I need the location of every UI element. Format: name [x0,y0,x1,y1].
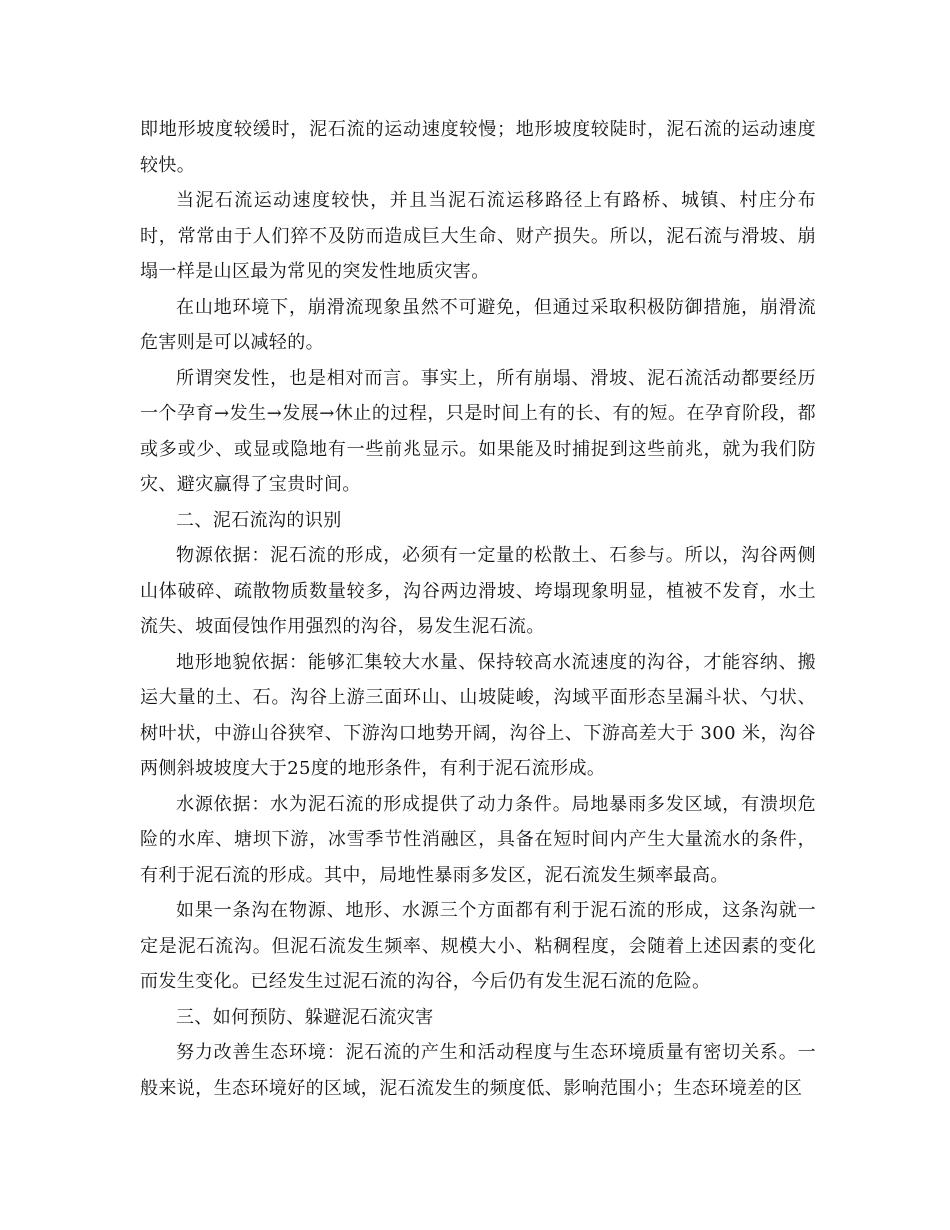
paragraph-continued: 即地形坡度较缓时，泥石流的运动速度较慢；地形坡度较陡时，泥石流的运动速度较快。 [140,119,816,176]
paragraph: 物源依据：泥石流的形成，必须有一定量的松散土、石参与。所以，沟谷两侧山体破碎、疏散物质数量较多，沟谷两边滑坡、垮塌现象明显，植被不发育，水土流失、坡面侵蚀作用强烈的沟谷，易发生泥石流。 [140,545,816,637]
paragraph: 努力改善生态环境：泥石流的产生和活动程度与生态环境质量有密切关系。一般来说，生态环境好的区域，泥石流发生的频度低、影响范围小；生态环境差的区 [140,1042,816,1099]
document-page [140,112,816,1106]
paragraph: 如果一条沟在物源、地形、水源三个方面都有利于泥石流的形成，这条沟就一定是泥石流沟。但泥石流发生频率、规模大小、粘稠程度，会随着上述因素的变化而发生变化。已经发生过泥石流的沟谷，今后仍有发生泥石流的危险。 [140,900,816,992]
section-heading: 三、如何预防、躲避泥石流灾害 [176,1006,434,1028]
paragraph: 水源依据：水为泥石流的形成提供了动力条件。局地暴雨多发区域，有溃坝危险的水库、塘坝下游，冰雪季节性消融区，具备在短时间内产生大量流水的条件，有利于泥石流的形成。其中，局地性暴雨多发区，泥石流发生频率最高。 [140,793,816,886]
section-heading: 二、泥石流沟的识别 [176,509,342,531]
paragraph: 在山地环境下，崩滑流现象虽然不可避免，但通过采取积极防御措施，崩滑流危害则是可以减轻的。 [140,296,816,353]
paragraph: 当泥石流运动速度较快，并且当泥石流运移路径上有路桥、城镇、村庄分布时，常常由于人们猝不及防而造成巨大生命、财产损失。所以，泥石流与滑坡、崩塌一样是山区最为常见的突发性地质灾害。 [140,190,816,282]
paragraph: 所谓突发性，也是相对而言。事实上，所有崩塌、滑坡、泥石流活动都要经历一个孕育→发生→发展→休止的过程，只是时间上有的长、有的短。在孕育阶段，都或多或少、或显或隐地有一些前兆显示。如果能及时捕捉到这些前兆，就为我们防灾、避灾赢得了宝贵时间。 [140,367,816,495]
paragraph: 地形地貌依据：能够汇集较大水量、保持较高水流速度的沟谷，才能容纳、搬运大量的土、石。沟谷上游三面环山、山坡陡峻，沟域平面形态呈漏斗状、勺状、树叶状，中游山谷狭窄、下游沟口地势开阔，沟谷上、下游高差大于 300 米，沟谷两侧斜坡坡度大于25度的地形条件，有利于泥石流形成。 [140,651,816,779]
